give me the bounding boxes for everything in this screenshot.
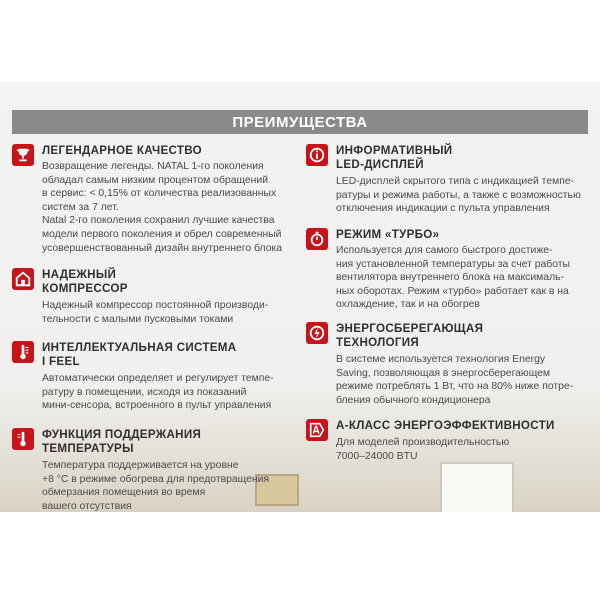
section-header <box>12 110 588 134</box>
thermometer-icon <box>12 341 34 363</box>
feature-description: Температура поддерживается на уровне +8 °С в режиме обогрева для предотвращения обмерзания помещения во время вашего отсутствия <box>42 460 270 512</box>
feature-title: ИНФОРМАТИВНЫЙ LED-ДИСПЛЕЙ <box>336 144 453 171</box>
feature-title: ЭНЕРГОСБЕРЕГАЮЩАЯ ТЕХНОЛОГИЯ <box>336 322 484 349</box>
feature-description: Надежный компрессор постоянной производи- тельности с малыми пусковыми токами <box>42 300 269 325</box>
feature-title: ЛЕГЕНДАРНОЕ КАЧЕСТВО <box>42 144 202 157</box>
feature-description: В системе используется технология Energy Saving, позволяющая в энергосберегающем режиме потреблять 1 Вт, что на 80% ниже потре- бления обычного кондиционера <box>336 354 574 406</box>
background-window <box>440 462 514 512</box>
advantages-panel <box>0 82 600 512</box>
thermometer-icon <box>12 428 34 450</box>
a-class-icon <box>306 419 328 441</box>
feature-description: LED-дисплей скрытого типа с индикацией темпе- ратуры и режима работы, а также с возможностью отключения индикации с пульта управления <box>336 176 581 215</box>
info-icon <box>306 144 328 166</box>
feature-title: ИНТЕЛЛЕКТУАЛЬНАЯ СИСТЕМА I FEEL <box>42 341 237 368</box>
section-title: ПРЕИМУЩЕСТВА <box>232 113 368 131</box>
feature-title: РЕЖИМ «ТУРБО» <box>336 228 440 241</box>
trophy-icon <box>12 144 34 166</box>
feature-title: А-КЛАСС ЭНЕРГОЭФФЕКТИВНОСТИ <box>336 419 555 432</box>
feature-description: Возвращение легенды. NATAL 1-го поколения обладал самым низким процентом обращений в сервис: < 0,15% от количества реализованных систем за 7 лет. Natal 2-го поколения сохранил лучшие качества модели первого поколения и обрел современный усовершенствованный дизайн внутреннего блока <box>42 161 283 254</box>
house-icon <box>12 268 34 290</box>
stopwatch-icon <box>306 228 328 250</box>
feature-description: Для моделей производительностью 7000–24000 BTU <box>336 437 510 462</box>
feature-title: ФУНКЦИЯ ПОДДЕРЖАНИЯ ТЕМПЕРАТУРЫ <box>42 428 202 455</box>
feature-description: Используется для самого быстрого достиже- ния установленной температуры за счет работы вентилятора внутреннего блока на максималь- ных оборотах. Режим «турбо» работает как в на охлаждение, так и на обогрев <box>336 245 571 311</box>
energy-icon <box>306 322 328 344</box>
feature-title: НАДЕЖНЫЙ КОМПРЕССОР <box>42 268 128 295</box>
feature-description: Автоматически определяет и регулирует темпе- ратуру в помещении, исходя из показаний мини-сенсора, встроенного в пульт управления <box>42 373 274 412</box>
